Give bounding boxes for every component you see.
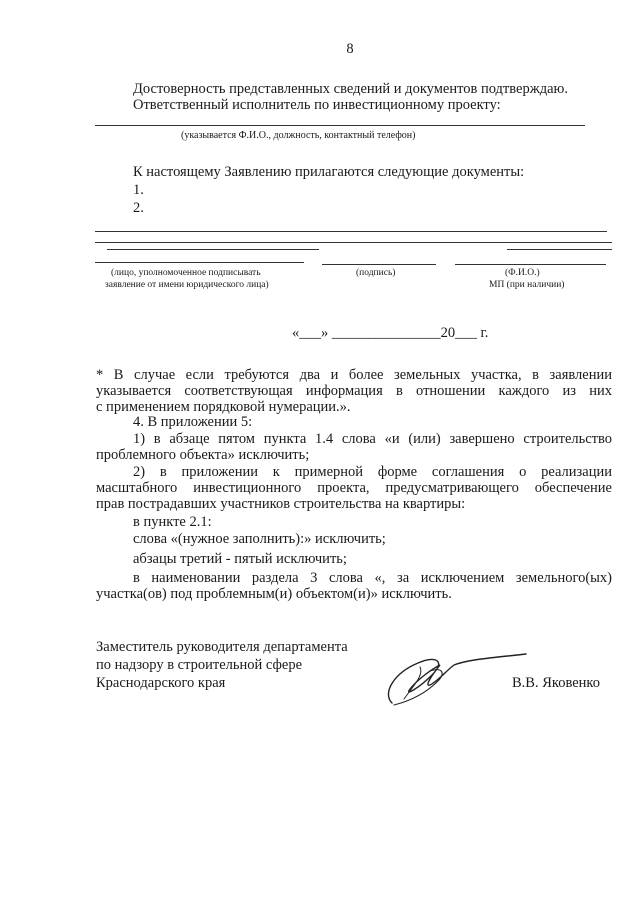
amendment-2-line-2: масштабного инвестиционного проекта, предусматривающего обеспечение [96,480,612,496]
attachment-line-1 [95,231,607,232]
amendment-6-line-1: в наименовании раздела 3 слова «, за исключением земельного(ых) [133,570,612,586]
declaration-line-1: Достоверность представленных сведений и документов подтверждаю. [133,81,568,97]
signature-line [322,264,436,265]
amendment-3: в пункте 2.1: [133,514,212,530]
amendment-1-line-1: 1) в абзаце пятом пункта 1.4 слова «и (или) завершено строительство [133,431,612,447]
signatory-title-3: Краснодарского края [96,675,226,691]
footnote-line-1: * В случае если требуются два и более земельных участка, в заявлении [96,367,612,383]
responsible-person-caption: (указывается Ф.И.О., должность, контактный телефон) [181,130,416,141]
signatory-name: В.В. Яковенко [512,675,600,691]
attachment-line-2 [95,242,612,243]
person-line-b [95,262,304,263]
responsible-person-line [95,125,585,126]
caption-name: (Ф.И.О.) [505,268,540,278]
footnote-line-3: с применением порядковой нумерации.». [96,399,351,415]
person-line-a [107,249,319,250]
caption-person-1: (лицо, уполномоченное подписывать [111,268,261,278]
attachment-item-2: 2. [133,200,144,216]
footnote-line-2: указывается соответствующая информация в отношении каждого из них [96,383,612,399]
caption-seal: МП (при наличии) [489,280,565,290]
amendment-1-line-2: проблемного объекта» исключить; [96,447,310,463]
handwritten-signature [380,645,530,715]
amendment-6-line-2: участка(ов) под проблемным(и) объектом(и)» исключить. [96,586,452,602]
caption-signature: (подпись) [356,268,396,278]
caption-person-2: заявление от имени юридического лица) [105,280,269,290]
amendment-4: слова «(нужное заполнить):» исключить; [133,531,386,547]
signatory-title-2: по надзору в строительной сфере [96,657,303,673]
amendment-5: абзацы третий - пятый исключить; [133,551,347,567]
attachments-intro: К настоящему Заявлению прилагаются следующие документы: [133,164,525,180]
declaration-line-2: Ответственный исполнитель по инвестиционному проекту: [133,97,501,113]
name-line-a [507,249,612,250]
item-4-heading: 4. В приложении 5: [133,414,253,430]
page-number: 8 [346,41,354,57]
date-line: «___» _______________20___ г. [292,325,489,341]
name-line-b [455,264,606,265]
amendment-2-line-3: прав пострадавших участников строительства на квартиры: [96,496,466,512]
signatory-title-1: Заместитель руководителя департамента [96,639,348,655]
attachment-item-1: 1. [133,182,144,198]
amendment-2-line-1: 2) в приложении к примерной форме соглашения о реализации [133,464,612,480]
